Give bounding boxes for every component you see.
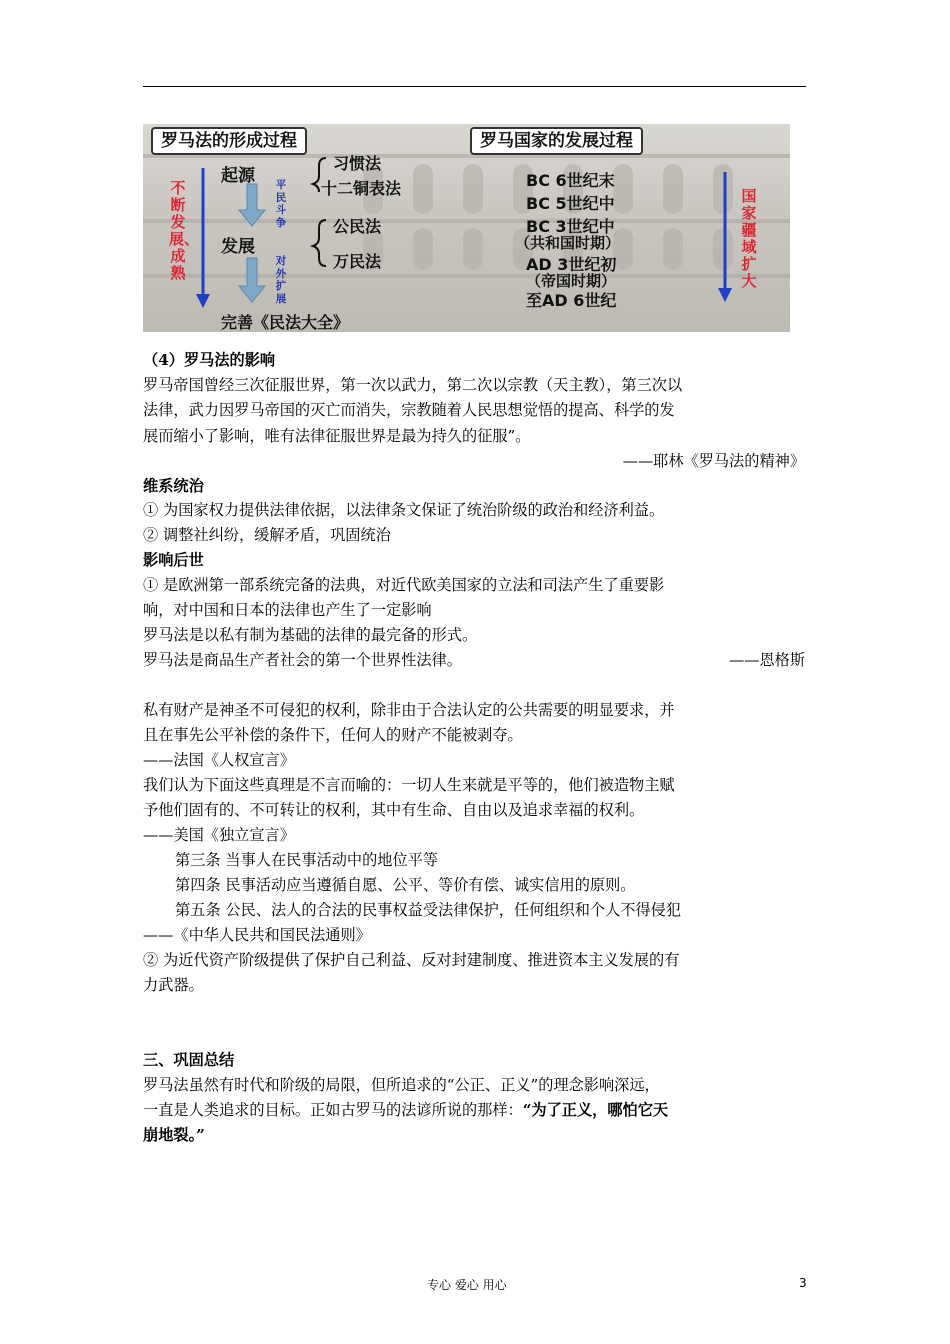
article-3: 第三条 当事人在民事活动中的地位平等 [175,851,439,869]
box-left-title: 罗马法的形成过程 [151,127,307,155]
quote-line-3: 展而缩小了影响，唯有法律征服世界是最为持久的征服”。 [143,427,531,445]
summary-line-1: 罗马法虽然有时代和阶级的局限，但所追求的“公正、正义”的理念影响深远， [143,1076,660,1094]
independence-source: ——美国《独立宣言》 [143,826,295,844]
law-twelve-tables: 十二铜表法 [321,179,402,198]
law-nations: 万民法 [333,252,382,271]
point-3-line-2: 响，对中国和日本的法律也产生了一定影响 [143,601,432,619]
subheading-maintain-rule: 维系统治 [143,477,204,495]
time-bc5: BC 5世纪中 [526,194,615,213]
engels-quote-2: 罗马法是商品生产者社会的第一个世界性法律。 [143,651,462,669]
independence-line-2: 予他们固有的、不可转让的权利，其中有生命、自由以及追求幸福的权利。 [143,801,645,819]
independence-line-1: 我们认为下面这些真理是不言而喻的：一切人生来就是平等的，他们被造物主赋 [143,776,675,794]
law-custom: 习惯法 [333,154,382,173]
time-bc3: BC 3世纪中 [526,217,615,236]
right-vertical-label: 国家疆域扩大 [741,187,757,290]
civil-law-source: ——《中华人民共和国民法通则》 [143,926,371,944]
point-6-line-1: ② 为近代资产阶级提供了保护自己利益、反对封建制度、推进资本主义发展的有 [143,951,680,969]
stage-develop: 发展 [221,237,255,257]
rights-declaration-line-1: 私有财产是神圣不可侵犯的权利，除非由于合法认定的公共需要的明显要求，并 [143,701,675,719]
brace-develop [313,220,326,266]
law-citizen: 公民法 [333,217,382,236]
stage-origin: 起源 [221,166,255,186]
summary-line-2-bold: “为了正义，哪怕它天 [522,1101,669,1119]
time-bc6: BC 6世纪末 [526,171,615,190]
article-5: 第五条 公民、法人的合法的民事权益受法律保护，任何组织和个人不得侵犯 [175,901,682,919]
section4-heading: （4）罗马法的影响 [143,351,276,369]
time-republic: （共和国时期） [515,234,621,252]
point-6-line-2: 力武器。 [143,976,204,994]
left-vertical-label: 不断发展、成熟 [169,179,200,282]
section3-heading: 三、巩固总结 [143,1051,235,1069]
roman-law-diagram [143,124,790,332]
diagram-graphics [143,124,790,332]
subheading-later-influence: 影响后世 [143,551,204,569]
box-right-title: 罗马国家的发展过程 [470,127,643,155]
rights-declaration-line-2: 且在事先公平补偿的条件下，任何人的财产不能被剥夺。 [143,726,523,744]
engels-source: ——恩格斯 [729,651,805,669]
quote-source-jhering: ——耶林《罗马法的精神》 [622,452,805,470]
header-rule [143,86,806,87]
stage-complete: 完善《民法大全》 [221,313,350,332]
arrow2-label: 对外扩展 [275,255,287,305]
summary-line-2 [143,1098,668,1122]
rights-declaration-source: ——法国《人权宣言》 [143,751,295,769]
block-arrow-2 [239,258,265,302]
page-number: 3 [799,1276,807,1290]
point-3-line-1: ① 是欧洲第一部系统完备的法典，对近代欧美国家的立法和司法产生了重要影 [143,576,665,594]
arrow1-label: 平民斗争 [275,179,287,229]
point-2: ② 调整社纠纷，缓解矛盾，巩固统治 [143,526,391,544]
time-ad6: 至AD 6世纪 [526,291,617,310]
quote-line-1: 罗马帝国曾经三次征服世界，第一次以武力，第二次以宗教（天主教），第三次以 [143,376,683,394]
summary-line-3: 崩地裂。” [143,1126,205,1144]
quote-line-2: 法律，武力因罗马帝国的灭亡而消失，宗教随着人民思想觉悟的提高、科学的发 [143,401,675,419]
point-1: ① 为国家权力提供法律依据，以法律条文保证了统治阶级的政治和经济利益。 [143,501,665,519]
footer-motto: 专心 爱心 用心 [427,1278,507,1292]
time-empire: （帝国时期） [526,272,617,290]
article-4: 第四条 民事活动应当遵循自愿、公平、等价有偿、诚实信用的原则。 [175,876,636,894]
time-ad3: AD 3世纪初 [526,255,617,274]
summary-line-2-plain: 一直是人类追求的目标。正如古罗马的法谚所说的那样： [143,1101,523,1119]
engels-quote-1: 罗马法是以私有制为基础的法律的最完备的形式。 [143,626,478,644]
